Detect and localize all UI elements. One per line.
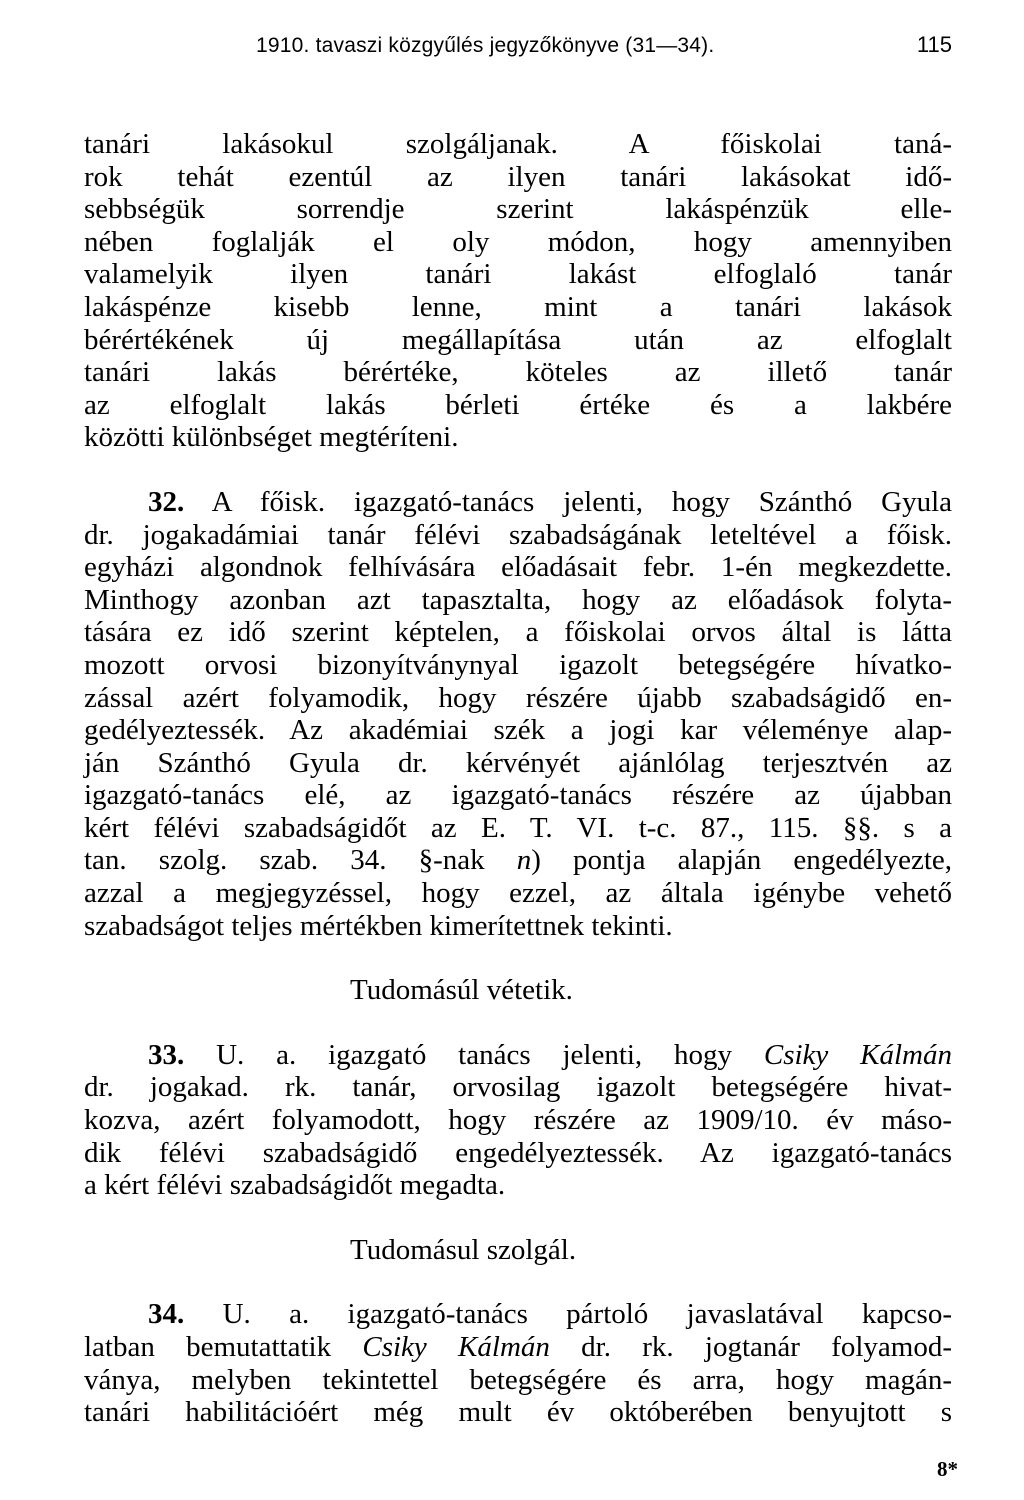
text-line: tanári lakásokul szolgáljanak. A főiskolai taná- (84, 128, 952, 160)
text-line: valamelyik ilyen tanári lakást elfoglaló tanár (84, 258, 952, 291)
text-line: bérértékének új megállapítása után az elfoglalt (84, 323, 952, 356)
text-line: igazgató-tanács elé, az igazgató-tanács részére az újabban (84, 779, 952, 812)
italic-run: n (516, 844, 532, 877)
text-run: latban bemutattatik (84, 1331, 363, 1363)
item-number: 34. (148, 1298, 185, 1331)
text-line: kért félévi szabadságidőt az E. T. VI. t-c. 87., 115. §§. s a (84, 811, 952, 844)
text-line: dr. jogakad. rk. tanár, orvosilag igazolt betegségére hivat- (84, 1071, 952, 1104)
text-line: Minthogy azonban azt tapasztalta, hogy az előadások folyta- (84, 583, 952, 616)
text-line: közötti különbséget megtéríteni. (84, 421, 459, 454)
text-run: A főisk. igazgató-tanács jelenti, hogy Szánthó Gyula (184, 485, 952, 518)
text-line: sebbségük sorrendje szerint lakáspénzük elle- (84, 193, 952, 226)
text-line (84, 1298, 952, 1331)
text-run: ) pontja alapján engedélyezte, (531, 844, 952, 877)
text-line: kozva, azért folyamodott, hogy részére az 1909/10. év máso- (84, 1104, 952, 1137)
signature-mark: 8* (937, 1457, 958, 1481)
text-line: az elfoglalt lakás bérleti értéke és a lakbére (84, 388, 952, 421)
text-line: szabadságot teljes mértékben kimerítettnek tekinti. (84, 909, 673, 942)
text-line (84, 1039, 952, 1072)
decision-note: Tudomásul szolgál. (350, 1233, 577, 1266)
text-line: zással azért folyamodik, hogy részére újabb szabadságidő en- (84, 681, 952, 714)
item-32 (84, 486, 952, 1007)
text-run: tan. szolg. szab. 34. §-nak (84, 844, 517, 877)
item-34 (84, 1298, 952, 1428)
text-line: ványa, melyben tekintettel betegségére és arra, hogy magán- (84, 1363, 952, 1396)
text-line: rok tehát ezentúl az ilyen tanári lakásokat idő- (84, 160, 952, 193)
item-number: 32. (148, 485, 185, 518)
text-line: a kért félévi szabadságidőt megadta. (84, 1169, 506, 1202)
text-line: tanári lakás bérértéke, köteles az illető tanár (84, 356, 952, 389)
text-line: mozott orvosi bizonyítványnyal igazolt betegségére hívatko- (84, 648, 952, 681)
text-line: azzal a megjegyzéssel, hogy ezzel, az általa igénybe vehető (84, 877, 952, 910)
page-number: 115 (916, 32, 952, 57)
decision-note: Tudomásúl vétetik. (350, 974, 573, 1007)
paragraph-continuation (84, 128, 952, 454)
text-line: lakáspénze kisebb lenne, mint a tanári lakások (84, 290, 952, 323)
running-header (84, 32, 952, 76)
text-run: U. a. igazgató tanács jelenti, hogy (184, 1038, 764, 1071)
text-line (84, 486, 952, 519)
text-line: tására ez idő szerint képtelen, a főiskolai orvos által is látta (84, 616, 952, 649)
text-line: ján Szánthó Gyula dr. kérvényét ajánlólag terjesztvén az (84, 746, 952, 779)
text-line: gedélyeztessék. Az akadémiai szék a jogi kar véleménye alap- (84, 714, 952, 747)
italic-run: Csiky Kálmán (763, 1038, 952, 1071)
document-page (84, 32, 952, 1429)
text-line (84, 844, 952, 877)
item-number: 33. (148, 1038, 185, 1071)
italic-run: Csiky Kálmán (362, 1331, 550, 1363)
text-run: dr. rk. jogtanár folyamod- (549, 1331, 952, 1363)
text-line: egyházi algondnok felhívására előadásait febr. 1-én megkezdette. (84, 551, 952, 584)
text-line: tanári habilitációért még mult év októberében benyujtott s (84, 1396, 952, 1429)
text-run: U. a. igazgató-tanács pártoló javaslatával kapcso- (184, 1298, 952, 1331)
text-line: dik félévi szabadságidő engedélyeztessék. Az igazgató-tanács (84, 1136, 952, 1169)
item-33 (84, 1039, 952, 1267)
text-line: nében foglalják el oly módon, hogy amennyiben (84, 225, 952, 258)
text-line: dr. jogakadámiai tanár félévi szabadságának leteltével a főisk. (84, 518, 952, 551)
text-line (84, 1331, 952, 1364)
header-title: 1910. tavaszi közgyűlés jegyzőkönyve (31—34). (256, 34, 715, 57)
